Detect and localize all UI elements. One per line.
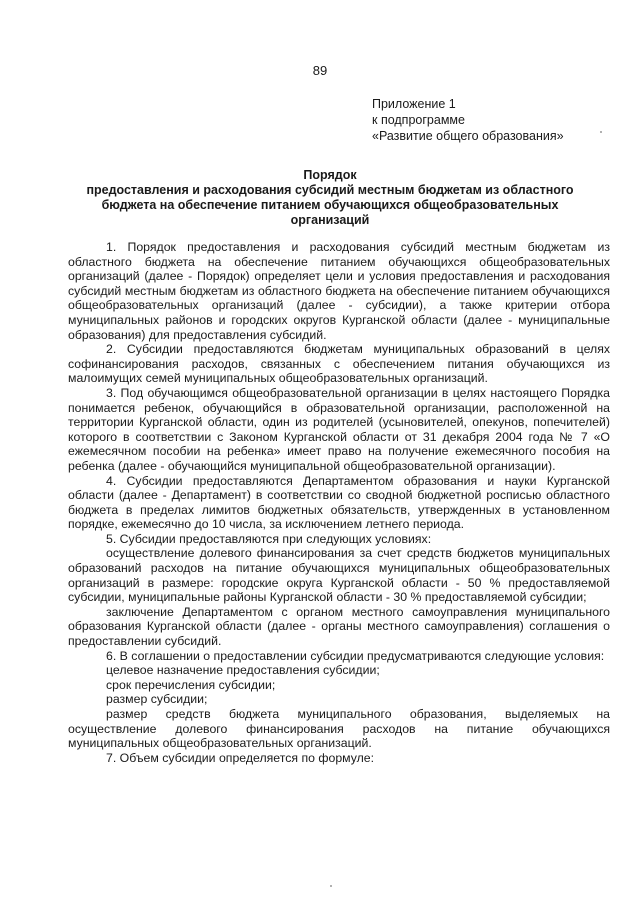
appendix-line: Приложение 1: [372, 97, 456, 111]
paragraph: 1. Порядок предоставления и расходования субсидий местным бюджетам из областного бюджета на обеспечение питанием обучающихся общеобразовательных организаций (далее - Порядок) определяет цели и условия предоставления и расходования субсидий местным бюджетам из областного бюджета на обеспечение питанием обучающихся общеобразовательных организаций (далее - субсидии), а также критерии отбора муниципальных районов и городских округов Курганской области (далее - муниципальные образования) для предоставления субсидий.: [68, 240, 610, 342]
title-line: организаций: [290, 213, 370, 227]
document-title: [80, 168, 580, 228]
document-body: [68, 240, 610, 765]
paragraph: 2. Субсидии предоставляются бюджетам муниципальных образований в целях софинансирования расходов, связанных с обеспечением питания обучающихся из малоимущих семей муниципальных общеобразовательных организаций.: [68, 342, 610, 386]
list-item: срок перечисления субсидии;: [106, 677, 276, 692]
paragraph: осуществление долевого финансирования за счет средств бюджетов муниципальных образований расходов на питание обучающихся муниципальных общеобразовательных организаций в размере: городские округа Курганской области - 50 % предоставляемой субсидии, муниципальные районы Курганской области - 30 % предоставляемой субсидии;: [68, 546, 610, 605]
paragraph: 3. Под обучающимся общеобразовательной организации в целях настоящего Порядка понимается ребенок, обучающийся в образовательной организации, расположенной на территории Курганской области, один из родителей (усыновителей, опекунов, попечителей) которого в соответствии с Законом Курганской области от 31 декабря 2004 года № 7 «О ежемесячном пособии на ребенка» имеет право на получение ежемесячного пособия на ребенка (далее - обучающийся муниципальной общеобразовательной организации).: [68, 385, 610, 473]
appendix-line: к подпрограмме: [372, 113, 465, 127]
paragraph: 5. Субсидии предоставляются при следующих условиях:: [106, 531, 432, 546]
paragraph: 6. В соглашении о предоставлении субсидии предусматриваются следующие условия:: [106, 648, 605, 663]
scan-speck: [330, 885, 332, 887]
paragraph: заключение Департаментом с органом местного самоуправления муниципального образования Курганской области (далее - органы местного самоуправления) соглашения о предоставлении субсидий.: [68, 604, 610, 649]
title-line: Порядок: [303, 168, 357, 182]
scan-speck: [600, 131, 602, 133]
paragraph: 7. Объем субсидии определяется по формуле:: [106, 750, 375, 765]
title-line: предоставления и расходования субсидий местным бюджетам из областного: [86, 183, 574, 197]
paragraph: 4. Субсидии предоставляются Департаментом образования и науки Курганской области (далее - Департамент) в соответствии со сводной бюджетной росписью областного бюджета в пределах лимитов бюджетных обязательств, утвержденных в установленном порядке, ежемесячно до 10 числа, за исключением летнего периода.: [68, 473, 610, 532]
appendix-line: «Развитие общего образования»: [372, 129, 564, 143]
list-item: размер субсидии;: [106, 692, 208, 707]
title-line: бюджета на обеспечение питанием обучающихся общеобразовательных: [101, 198, 559, 212]
appendix-block: [372, 96, 564, 144]
list-item: целевое назначение предоставления субсидии;: [106, 663, 380, 678]
page-number: 89: [312, 63, 328, 78]
paragraph: размер средств бюджета муниципального образования, выделяемых на осуществление долевого финансирования расходов на питание обучающихся муниципальных общеобразовательных организаций.: [68, 707, 610, 751]
